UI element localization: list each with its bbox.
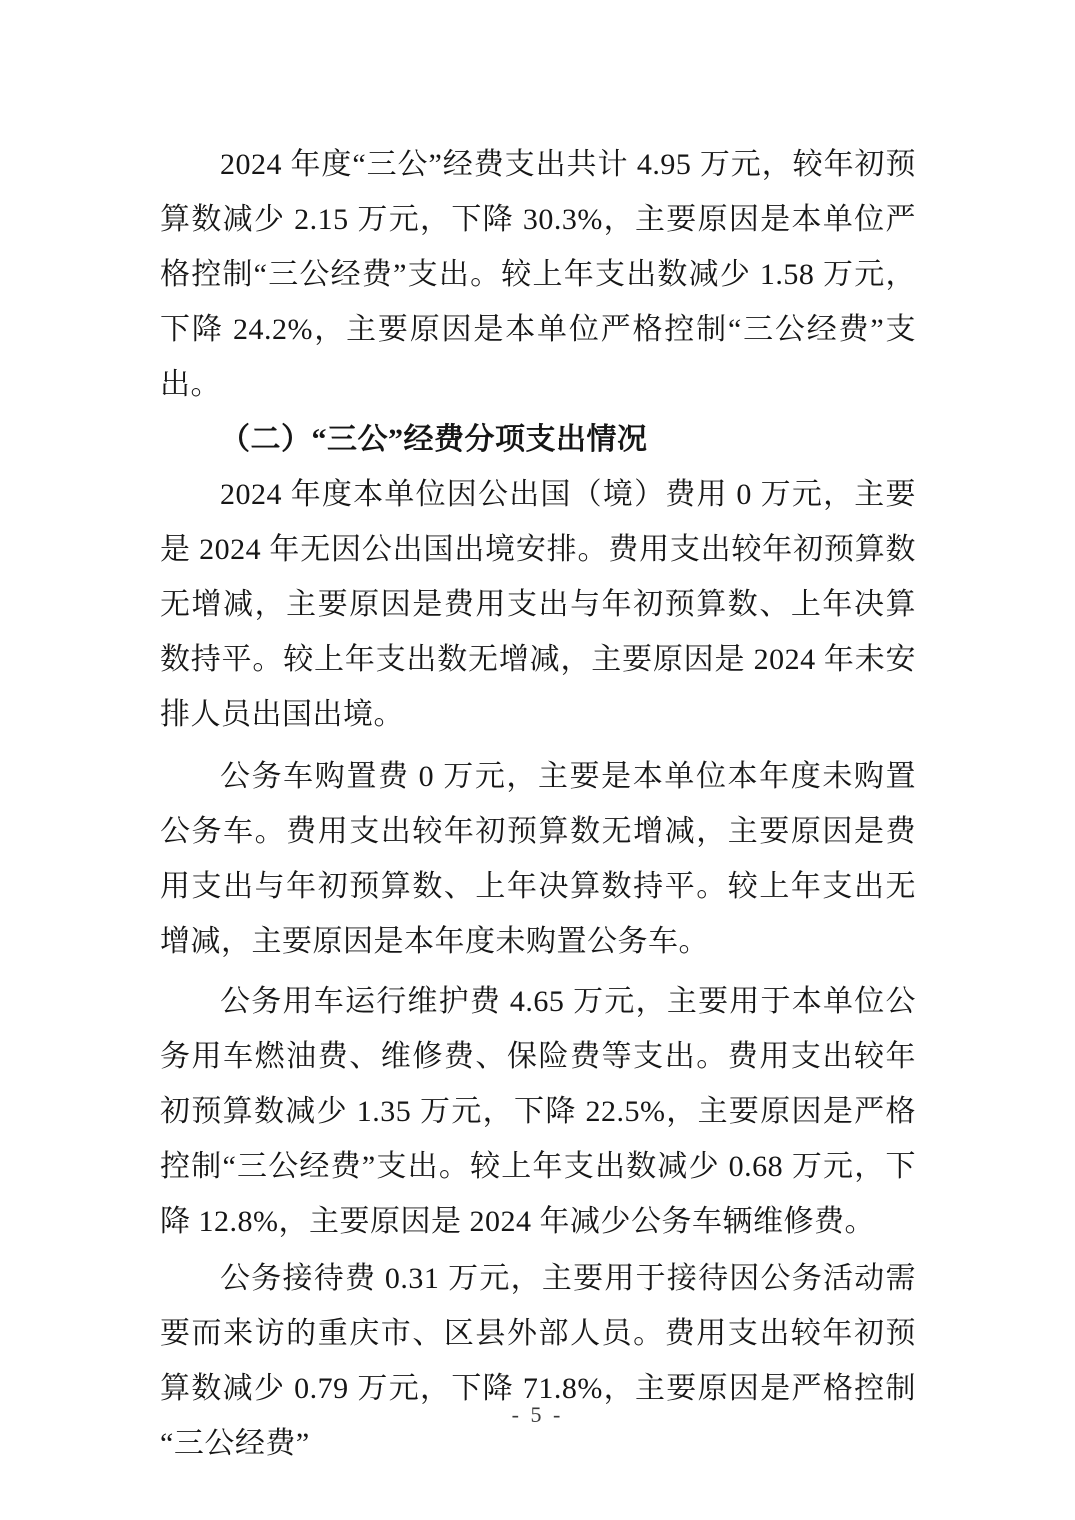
paragraph-official-reception: 公务接待费 0.31 万元，主要用于接待因公务活动需要而来访的重庆市、区县外部人员。费用支出较年初预算数减少 0.79 万元，下降 71.8%，主要原因是严格控制“三公经费” (160, 1262, 916, 1460)
section-heading-itemized-expense: （二）“三公”经费分项支出情况 (220, 423, 648, 456)
page-number: - 5 - (511, 1402, 564, 1427)
document-content (160, 137, 916, 1471)
paragraph-vehicle-operation: 公务用车运行维护费 4.65 万元，主要用于本单位公务用车燃油费、维修费、保险费等支出。费用支出较年初预算数减少 1.35 万元，下降 22.5%，主要原因是严格控制“三公经费”支出。较上年支出数减少 0.68 万元，下降 12.8%，主要原因是 2024 年减少公务车辆维修费。 (160, 985, 916, 1238)
paragraph-overseas-trips: 2024 年度本单位因公出国（境）费用 0 万元，主要是 2024 年无因公出国出境安排。费用支出较年初预算数无增减，主要原因是费用支出与年初预算数、上年决算数持平。较上年支出数无增减，主要原因是 2024 年未安排人员出国出境。 (160, 478, 916, 731)
paragraph-total-expense: 2024 年度“三公”经费支出共计 4.95 万元，较年初预算数减少 2.15 万元，下降 30.3%，主要原因是本单位严格控制“三公经费”支出。较上年支出数减少 1.58 万元，下降 24.2%，主要原因是本单位严格控制“三公经费”支出。 (160, 148, 916, 401)
paragraph-vehicle-purchase: 公务车购置费 0 万元，主要是本单位本年度未购置公务车。费用支出较年初预算数无增减，主要原因是费用支出与年初预算数、上年决算数持平。较上年支出无增减，主要原因是本年度未购置公务车。 (160, 760, 916, 958)
